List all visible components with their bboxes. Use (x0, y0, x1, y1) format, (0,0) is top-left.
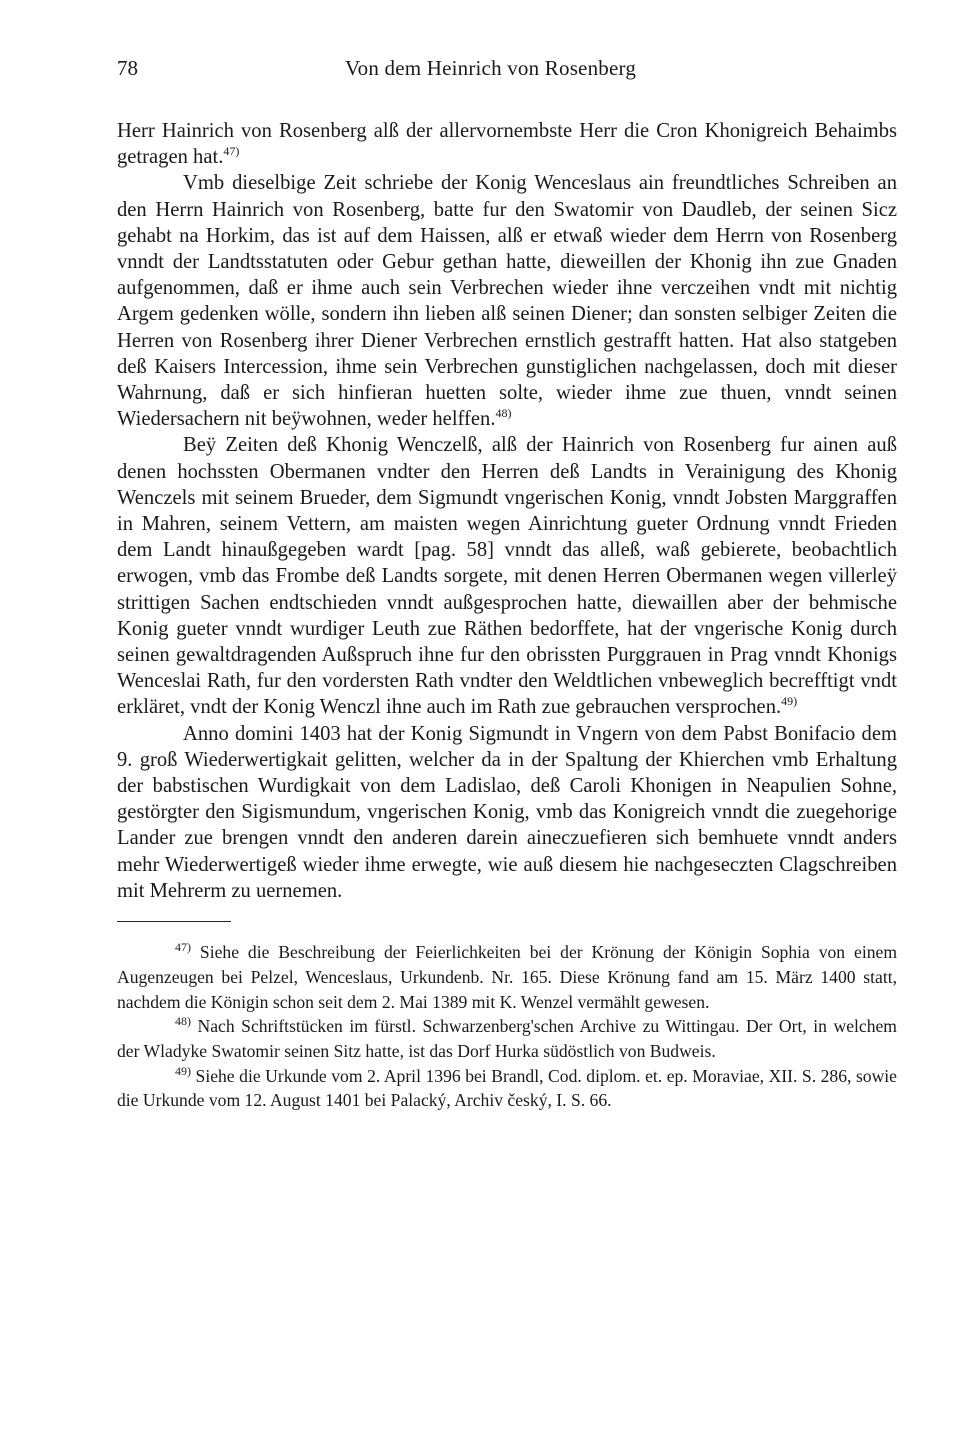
paragraph (117, 170, 897, 432)
footnote (117, 1014, 897, 1063)
paragraph (117, 432, 897, 720)
footnote-number: 48) (175, 1014, 191, 1029)
paragraph (117, 721, 897, 904)
paragraph-text: Herr Hainrich von Rosenberg alß der allervornembste Herr die Cron Khonigreich Behaimbs getragen hat. (117, 120, 897, 169)
footnote (117, 940, 897, 1014)
paragraph (117, 118, 897, 170)
footnote-text: Siehe die Beschreibung der Feierlichkeiten bei der Krönung der Königin Sophia von einem Augenzeugen bei Pelzel, Wenceslaus, Urkundenb. Nr. 165. Diese Krönung fand am 15. März 1400 statt, nachdem die Königin schon seit dem 2. Mai 1389 mit K. Wenzel vermählt gewesen. (117, 942, 898, 1012)
footnote-ref: 49) (781, 694, 798, 709)
book-page (117, 48, 897, 1113)
footnote-divider (117, 921, 231, 922)
paragraph-text: Anno domini 1403 hat der Konig Sigmundt in Vngern von dem Pabst Bonifacio dem 9. groß Wiederwertigkait gelitten, welcher da in der Spaltung der Khierchen vmb Erhaltung der babstischen Wurdigkait von dem Ladislao, deß Caroli Khonigen in Neapulien Sohne, gestörgter den Sigismundum, vngerischen Konig, vmb das Konigreich vnndt die zuegehorige Lander zue brengen vnndt den anderen darein aineczuefieren sich bemhuete vnndt anders mehr Wiederwertigeß wieder ihme erwegte, wie auß diesem hie nachgeseczten Clagschreiben mit Mehrerm zu uernemen. (117, 722, 897, 902)
main-text (117, 118, 897, 904)
footnote-ref: 47) (223, 144, 240, 159)
footnote-number: 47) (175, 940, 191, 955)
footnote (117, 1064, 897, 1113)
footnotes (117, 940, 897, 1113)
running-title: Von dem Heinrich von Rosenberg (345, 56, 637, 80)
running-head (117, 48, 897, 88)
paragraph-text: Vmb dieselbige Zeit schriebe der Konig Wenceslaus ain freundtliches Schreiben an den Herrn Hainrich von Rosenberg, batte fur den Swatomir von Daudleb, der seinen Sicz gehabt na Horkim, das ist auf dem Haissen, alß er etwaß wieder dem Herrn von Rosenberg vnndt der Landtsstatuten oder Gebur gethan hatte, dieweillen der Khonig ihn zue Gnaden aufgenommen, daß er ihme auch sein Verbrechen wieder ihne verczeihen vndt mit nichtig Argem gedenken wölle, sondern ihn lieben alß seinen Diener; dan sonsten selbiger Zeiten die Herren von Rosenberg ihrer Diener Verbrechen ernstlich gestrafft hatten. Hat also statgeben deß Kaisers Intercession, ihme sein Verbrechen gunstiglichen nachgelassen, doch mit dieser Wahrnung, daß er sich hinfieran huetten solte, wieder ihme zue thuen, vnndt seinen Wiedersachern nit beÿwohnen, weder helffen. (117, 172, 897, 431)
footnote-text: Nach Schriftstücken im fürstl. Schwarzenberg'schen Archive zu Wittingau. Der Ort, in welchem der Wladyke Swatomir seinen Sitz hatte, ist das Dorf Hurka südöstlich von Budweis. (117, 1016, 897, 1061)
paragraph-text: Beÿ Zeiten deß Khonig Wenczelß, alß der Hainrich von Rosenberg fur ainen auß denen hochssten Obermanen vndter den Herren deß Landts in Verainigung des Khonig Wenczels mit seinem Brueder, dem Sigmundt vngerischen Konig, vnndt Jobsten Marggraffen in Mahren, seinem Vettern, am maisten wegen Ainrichtung gueter Ordnung vnndt Frieden dem Landt hinaußgegeben wardt [pag. 58] vnndt das alleß, waß gebierete, beobachtlich erwogen, vmb das Frombe deß Landts sorgete, mit denen Herren Obermanen wegen villerleÿ strittigen Sachen endtschieden vnndt außgesprochen hatte, diewaillen aber der behmische Konig gueter vnndt wurdiger Leuth zue Räthen bedorffete, hat der vngerische Konig durch seinen gewaltdragenden Außspruch ihne fur den obrissten Purggrauen in Prag vnndt Khonigs Wenceslai Rath, fur den vordersten Rath vndter den Weldtlichen vnbeweglich becrefftigt vndt erkläret, vndt der Konig Wenczl ihne auch im Rath zue gebrauchen versprochen. (117, 434, 897, 719)
footnote-number: 49) (175, 1063, 191, 1078)
footnote-text: Siehe die Urkunde vom 2. April 1396 bei Brandl, Cod. diplom. et. ep. Moraviae, XII. S. 286, sowie die Urkunde vom 12. August 1401 bei Palacký, Archiv český, I. S. 66. (117, 1065, 897, 1111)
page-number: 78 (117, 56, 138, 80)
footnote-ref: 48) (495, 406, 512, 421)
